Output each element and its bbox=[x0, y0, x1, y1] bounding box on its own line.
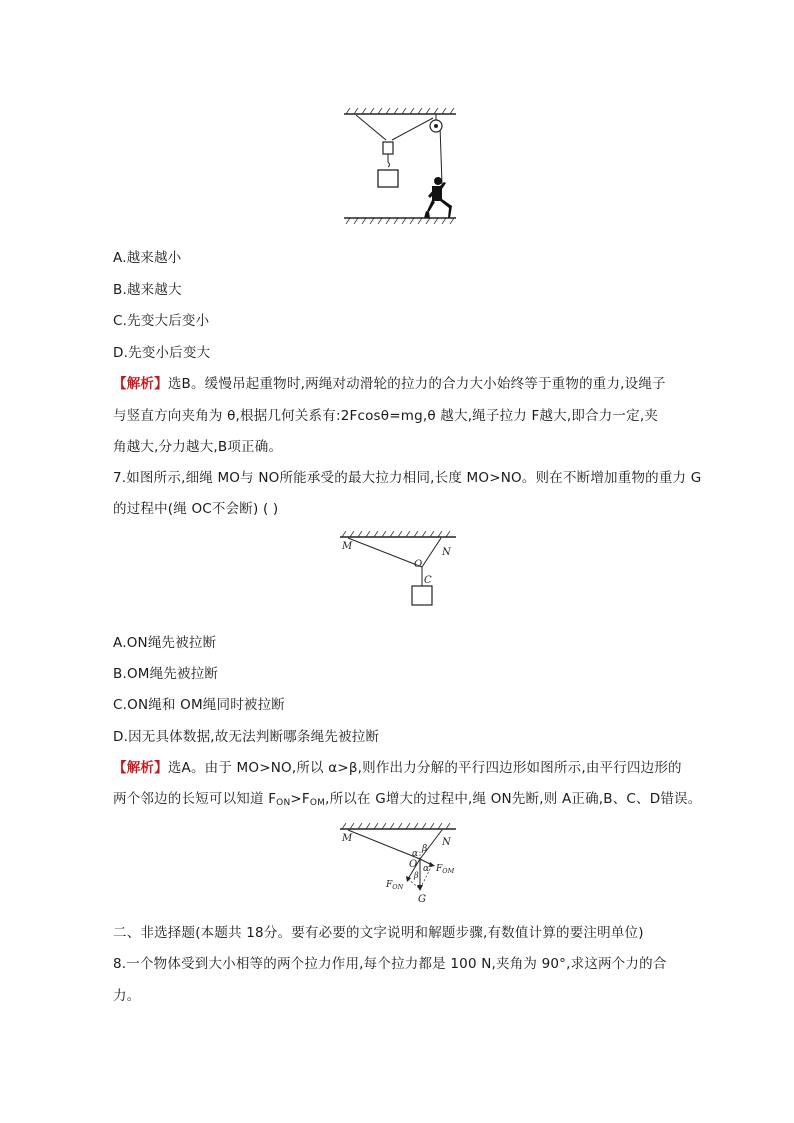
label-N: N bbox=[442, 547, 451, 558]
q6-option-a: A.越来越小 bbox=[113, 250, 182, 266]
label-N: N bbox=[442, 837, 451, 848]
label-beta-top: β bbox=[422, 844, 428, 854]
force-diagram bbox=[338, 823, 462, 907]
q7-analysis-text: 选A。由于 MO>NO,所以 α>β,则作出力分解的平行四边形如图所示,由平行四边形的 bbox=[167, 760, 682, 776]
label-M: M bbox=[342, 541, 353, 552]
q6-option-c: C.先变大后变小 bbox=[113, 313, 210, 329]
label-F-ON bbox=[385, 880, 404, 891]
q7-analysis-part1: 两个邻边的长短可以知道 F bbox=[113, 791, 277, 807]
q7-analysis-part2: ,所以在 G增大的过程中,绳 ON先断,则 A正确,B、C、D错误。 bbox=[325, 791, 702, 807]
q6-option-b: B.越来越大 bbox=[113, 282, 182, 298]
label-beta-bottom: β bbox=[414, 871, 419, 880]
label-O: O bbox=[409, 859, 418, 870]
label-G: G bbox=[418, 894, 426, 905]
q6-analysis-line3: 角越大,分力越大,B项正确。 bbox=[113, 439, 283, 455]
sub-on: ON bbox=[276, 798, 291, 808]
q7-option-b: B.OM绳先被拉断 bbox=[113, 666, 219, 682]
q7-option-d: D.因无具体数据,故无法判断哪条绳先被拉断 bbox=[113, 729, 380, 745]
q7-analysis-line1 bbox=[113, 758, 682, 778]
q6-analysis-line2: 与竖直方向夹角为 θ,根据几何关系有:2Fcosθ=mg,θ 越大,绳子拉力 F越大,即合力一定,夹 bbox=[113, 408, 659, 424]
label-alpha-bottom: α bbox=[423, 864, 430, 874]
analysis-tag: 【解析】 bbox=[113, 760, 168, 776]
label-F-ON-sub: ON bbox=[392, 883, 404, 891]
q7-analysis-line2 bbox=[113, 789, 701, 813]
label-O: O bbox=[414, 559, 423, 570]
label-F-ON-F: F bbox=[386, 880, 393, 890]
rope-figure bbox=[338, 531, 462, 611]
q7-stem-line1: 7.如图所示,细绳 MO与 NO所能承受的最大拉力相同,长度 MO>NO。则在不断增加重物的重力 G bbox=[113, 470, 702, 486]
q6-analysis-line1 bbox=[113, 374, 666, 394]
q6-analysis-text: 选B。缓慢吊起重物时,两绳对动滑轮的拉力的合力大小始终等于重物的重力,设绳子 bbox=[167, 376, 666, 392]
label-C: C bbox=[424, 575, 432, 586]
q8-stem-line2: 力。 bbox=[113, 988, 141, 1004]
section-heading: 二、非选择题(本题共 18分。要有必要的文字说明和解题步骤,有数值计算的要注明单位) bbox=[113, 925, 644, 941]
label-F-OM-sub: OM bbox=[442, 867, 455, 875]
label-F-OM-F: F bbox=[436, 864, 443, 874]
q7-option-a: A.ON绳先被拉断 bbox=[113, 635, 217, 651]
pulley-figure bbox=[336, 108, 462, 224]
gt-sign: >F bbox=[290, 791, 310, 807]
q7-stem-line2: 的过程中(绳 OC不会断) ( ) bbox=[113, 501, 279, 517]
label-M: M bbox=[342, 833, 353, 844]
analysis-tag: 【解析】 bbox=[113, 376, 168, 392]
q8-stem-line1: 8.一个物体受到大小相等的两个拉力作用,每个拉力都是 100 N,夹角为 90°,求这两个力的合 bbox=[113, 956, 667, 972]
label-alpha-top: α bbox=[412, 849, 419, 859]
q7-option-c: C.ON绳和 OM绳同时被拉断 bbox=[113, 697, 286, 713]
sub-om: OM bbox=[309, 798, 326, 808]
label-F-OM bbox=[435, 864, 455, 875]
q6-option-d: D.先变小后变大 bbox=[113, 345, 211, 361]
